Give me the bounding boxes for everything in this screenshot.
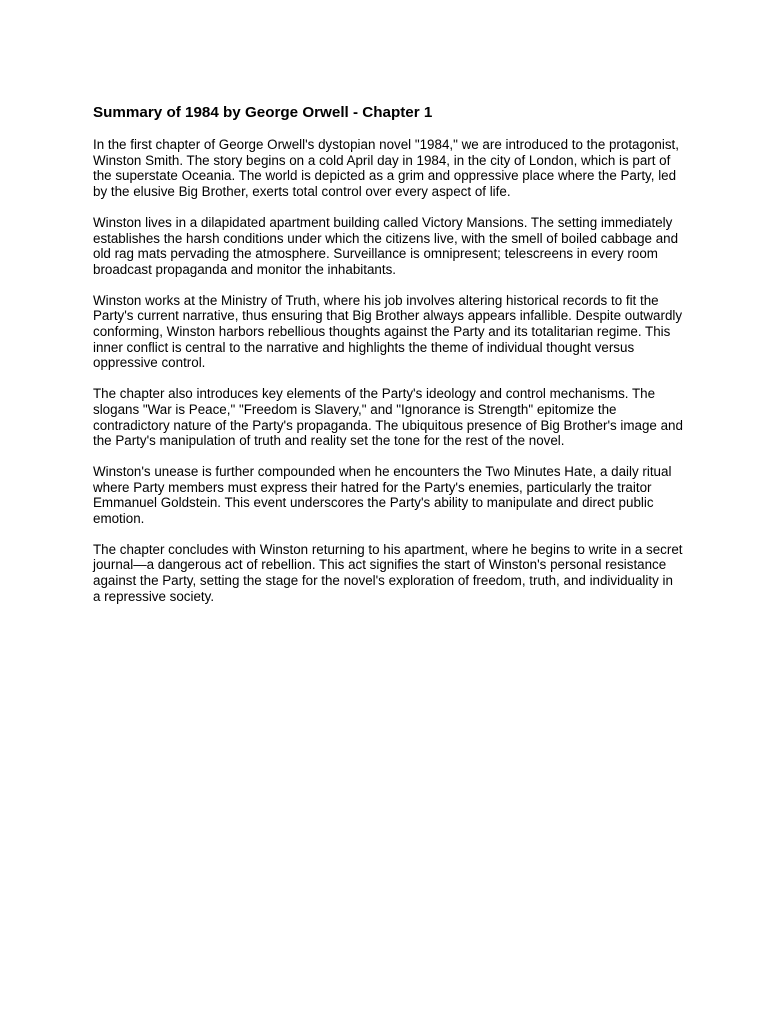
paragraph-4: The chapter also introduces key elements of the Party's ideology and control mechanisms. The slogans "War is Peace," "Freedom is Slavery," and "Ignorance is Strength" epitomize the contradictory nature of the Party's propaganda. The ubiquitous presence of Big Brother's image and the Party's manipulation of truth and reality set the tone for the rest of the novel. xyxy=(93,386,683,449)
document-title: Summary of 1984 by George Orwell - Chapter 1 xyxy=(93,104,433,121)
paragraph-1: In the first chapter of George Orwell's dystopian novel "1984," we are introduced to the protagonist, Winston Smith. The story begins on a cold April day in 1984, in the city of London, which is part of the superstate Oceania. The world is depicted as a grim and oppressive place where the Party, led by the elusive Big Brother, exerts total control over every aspect of life. xyxy=(93,137,679,200)
paragraph-2: Winston lives in a dilapidated apartment building called Victory Mansions. The setting immediately establishes the harsh conditions under which the citizens live, with the smell of boiled cabbage and old rag mats pervading the atmosphere. Surveillance is omnipresent; telescreens in every room broadcast propaganda and monitor the inhabitants. xyxy=(93,214,679,277)
paragraph-5: Winston's unease is further compounded when he encounters the Two Minutes Hate, a daily ritual where Party members must express their hatred for the Party's enemies, particularly the traitor Emmanuel Goldstein. This event underscores the Party's ability to manipulate and direct public emotion. xyxy=(93,463,672,527)
paragraph-6: The chapter concludes with Winston returning to his apartment, where he begins to write in a secret journal—a dangerous act of rebellion. This act signifies the start of Winston's personal resistance against the Party, setting the stage for the novel's exploration of freedom, truth, and individuality in a repressive society. xyxy=(93,541,683,604)
document-content xyxy=(93,103,683,605)
paragraph-3: Winston works at the Ministry of Truth, where his job involves altering historical records to fit the Party's current narrative, thus ensuring that Big Brother always appears infallible. Despite outwardly conforming, Winston harbors rebellious thoughts against the Party and its totalitarian regime. This inner conflict is central to the narrative and highlights the theme of individual thought versus oppressive control. xyxy=(93,292,683,371)
